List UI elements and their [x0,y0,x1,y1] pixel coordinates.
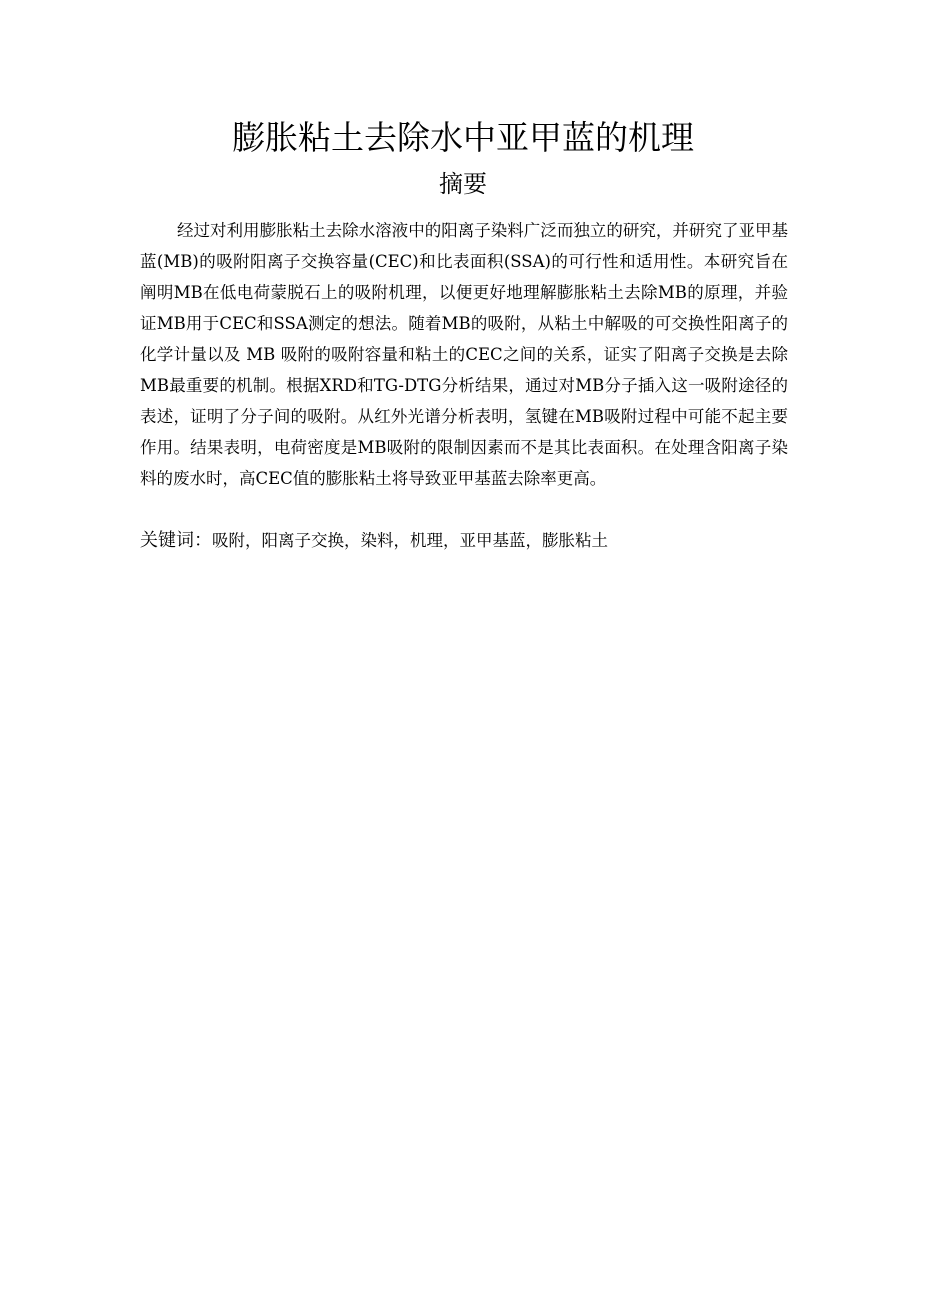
abstract-body: 经过对利用膨胀粘土去除水溶液中的阳离子染料广泛而独立的研究，并研究了亚甲基蓝(MB)的吸附阳离子交换容量(CEC)和比表面积(SSA)的可行性和适用性。本研究旨在阐明MB在低电荷蒙脱石上的吸附机理，以便更好地理解膨胀粘土去除MB的原理，并验证MB用于CEC和SSA测定的想法。随着MB的吸附，从粘土中解吸的可交换性阳离子的化学计量以及 MB 吸附的吸附容量和粘土的CEC之间的关系，证实了阳离子交换是去除MB最重要的机制。根据XRD和TG-DTG分析结果，通过对MB分子插入这一吸附途径的表述，证明了分子间的吸附。从红外光谱分析表明，氢键在MB吸附过程中可能不起主要作用。结果表明，电荷密度是MB吸附的限制因素而不是其比表面积。在处理含阳离子染料的废水时，高CEC值的膨胀粘土将导致亚甲基蓝去除率更高。 [140,221,788,488]
keywords-text: 吸附，阳离子交换，染料，机理，亚甲基蓝，膨胀粘土 [212,531,608,550]
abstract-heading: 摘要 [439,170,487,198]
keywords-line [140,525,788,556]
document-title: 膨胀粘土去除水中亚甲蓝的机理 [232,118,694,157]
keywords-label: 关键词： [140,530,212,551]
